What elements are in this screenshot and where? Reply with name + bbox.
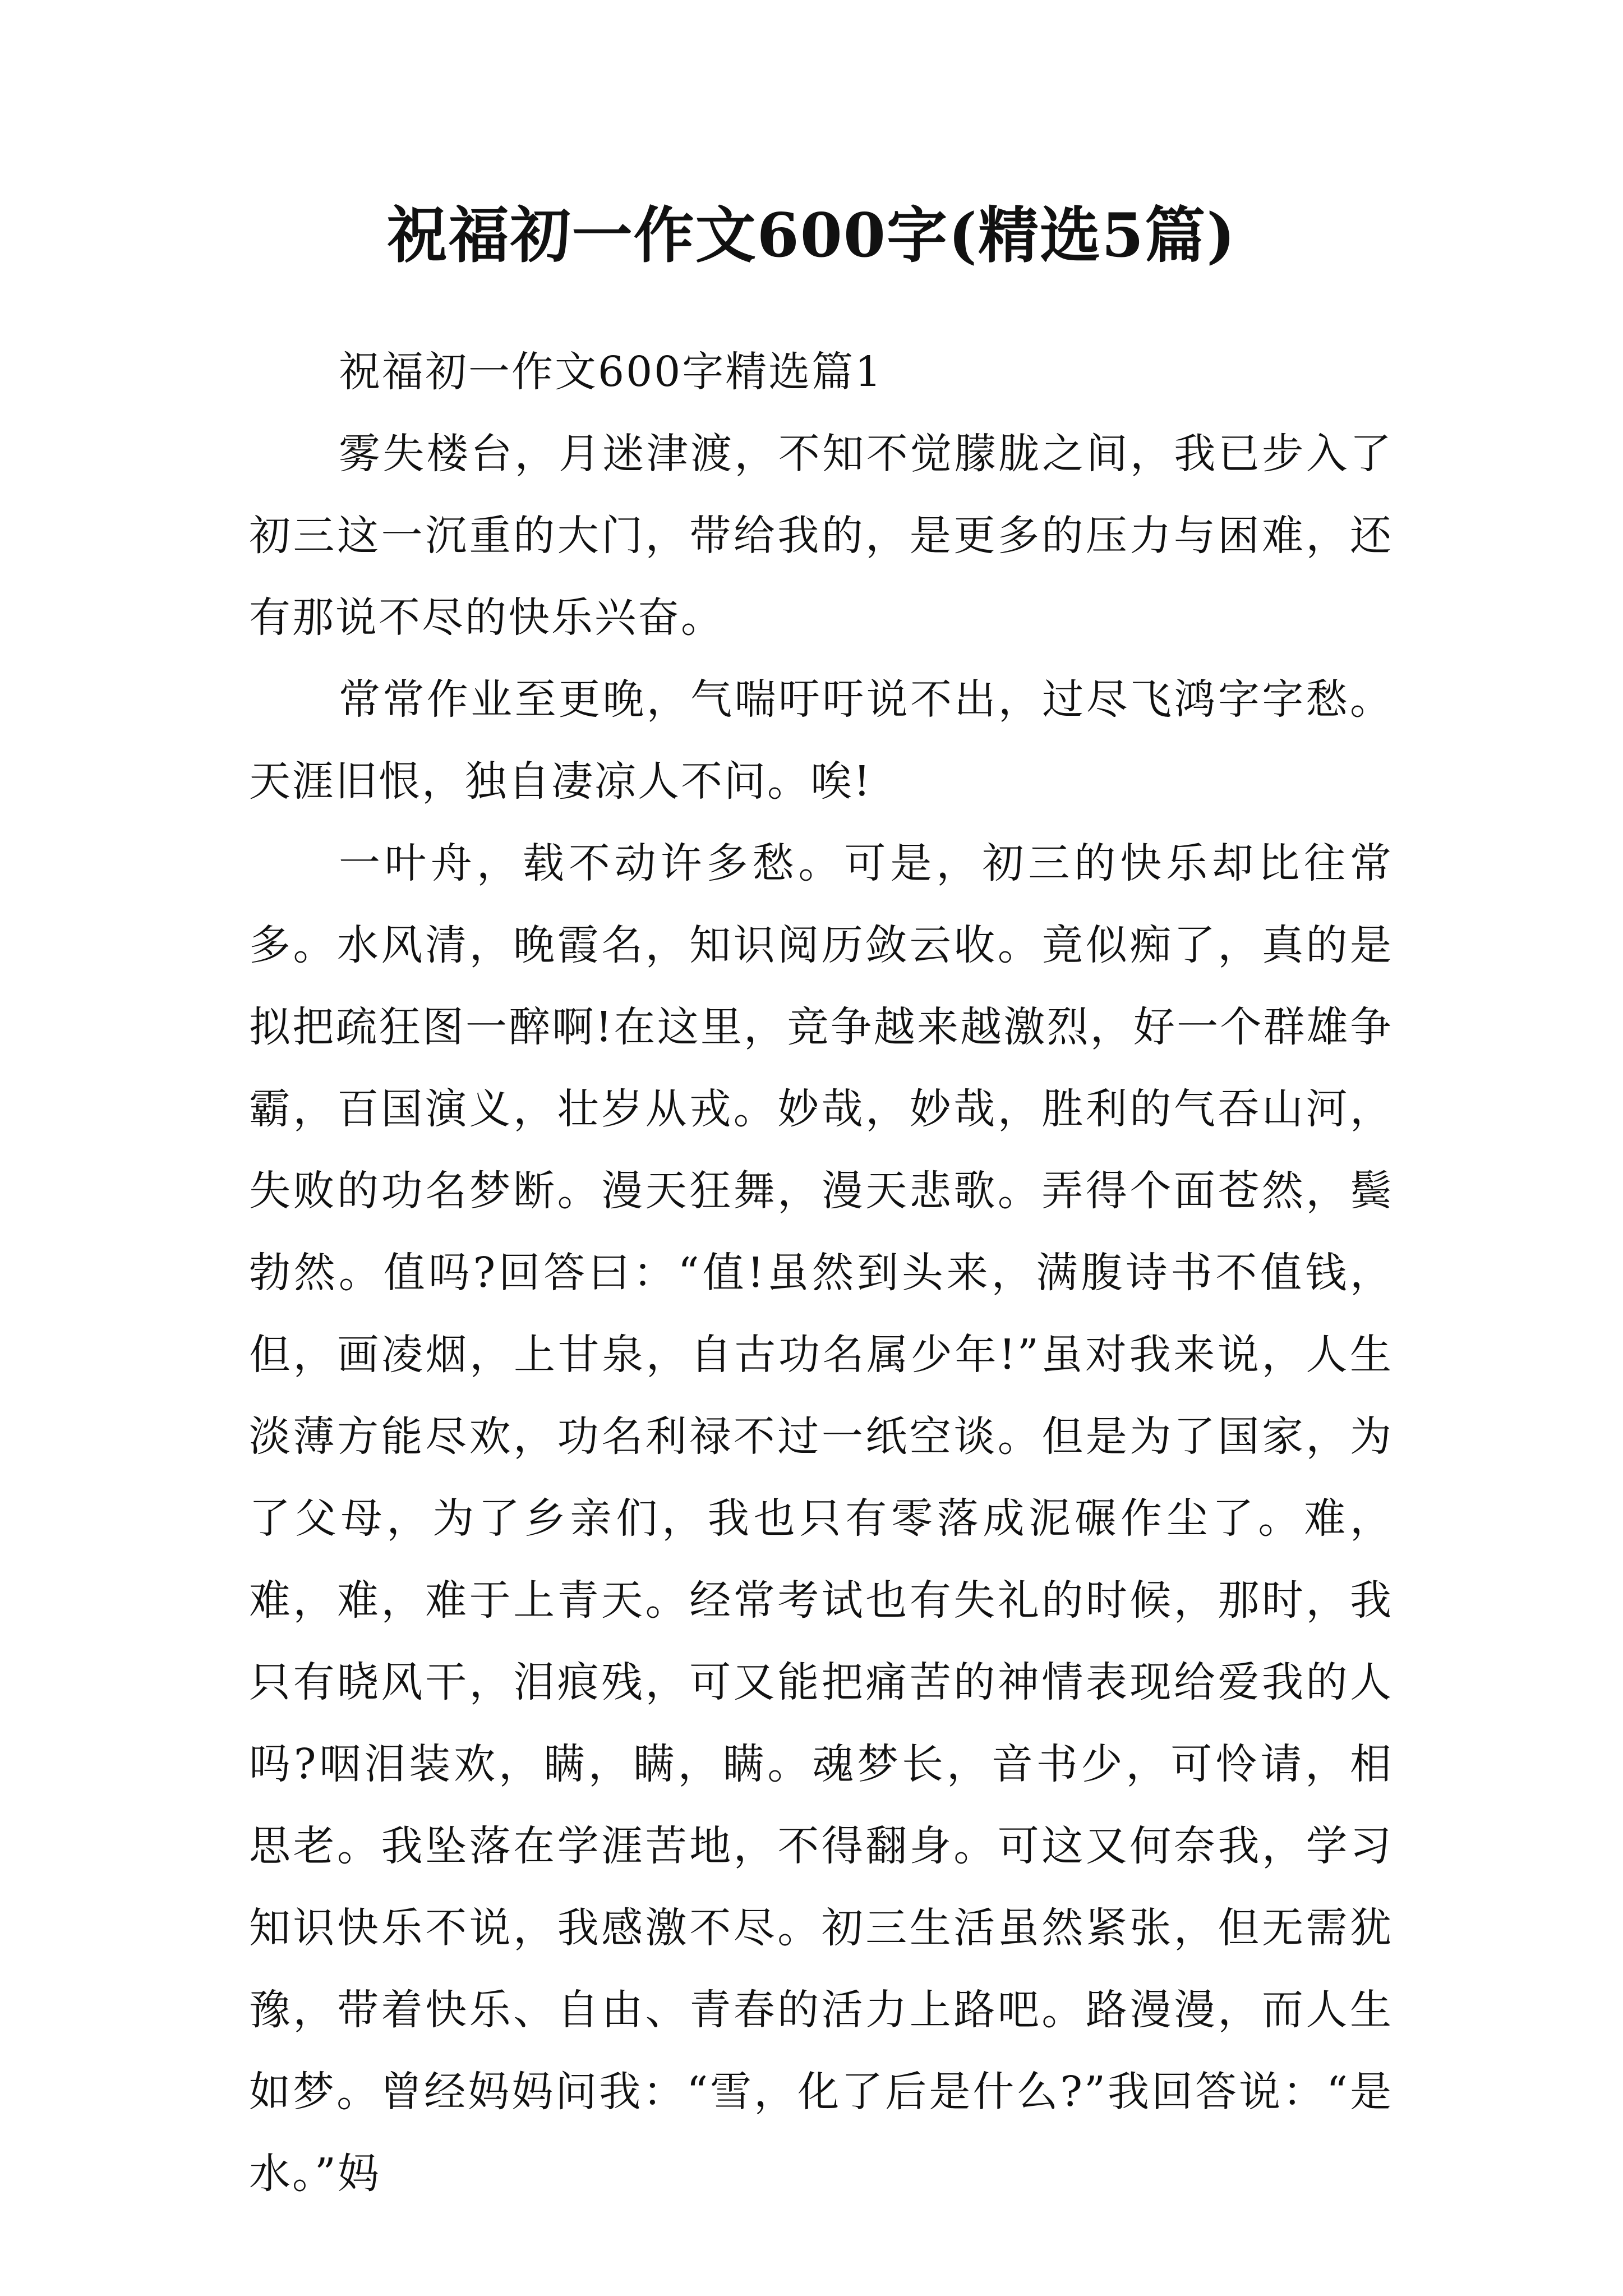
paragraph-1: 雾失楼台，月迷津渡，不知不觉朦胧之间，我已步入了初三这一沉重的大门，带给我的，是更多的压力与困难，还有那说不尽的快乐兴奋。 [249,430,1393,642]
document-body [249,331,1393,2215]
paragraph-2: 常常作业至更晚，气喘吁吁说不出，过尽飞鸿字字愁。天涯旧恨，独自凄凉人不问。唉! [249,675,1393,806]
section-heading: 祝福初一作文600字精选篇1 [339,348,883,396]
paragraph-3: 一叶舟，载不动许多愁。可是，初三的快乐却比往常多。水风清，晚霞名，知识阅历敛云收。竟似痴了，真的是拟把疏狂图一醉啊!在这里，竞争越来越激烈，好一个群雄争霸，百国演义，壮岁从戎。妙哉，妙哉，胜利的气吞山河，失败的功名梦断。漫天狂舞，漫天悲歌。弄得个面苍然，鬓勃然。值吗?回答曰：“值!虽然到头来，满腹诗书不值钱，但，画凌烟，上甘泉，自古功名属少年!”虽对我来说，人生淡薄方能尽欢，功名利禄不过一纸空谈。但是为了国家，为了父母，为了乡亲们，我也只有零落成泥碾作尘了。难，难，难，难于上青天。经常考试也有失礼的时候，那时，我只有晓风干，泪痕残，可又能把痛苦的神情表现给爱我的人吗?咽泪装欢，瞒，瞒，瞒。魂梦长，音书少，可怜请，相思老。我坠落在学涯苦地，不得翻身。可这又何奈我，学习知识快乐不说，我感激不尽。初三生活虽然紧张，但无需犹豫，带着快乐、自由、青春的活力上路吧。路漫漫，而人生如梦。曾经妈妈问我：“雪，化了后是什么?”我回答说：“是水。”妈 [249,839,1393,2198]
document-title: 祝福初一作文600字(精选5篇) [386,200,1237,271]
